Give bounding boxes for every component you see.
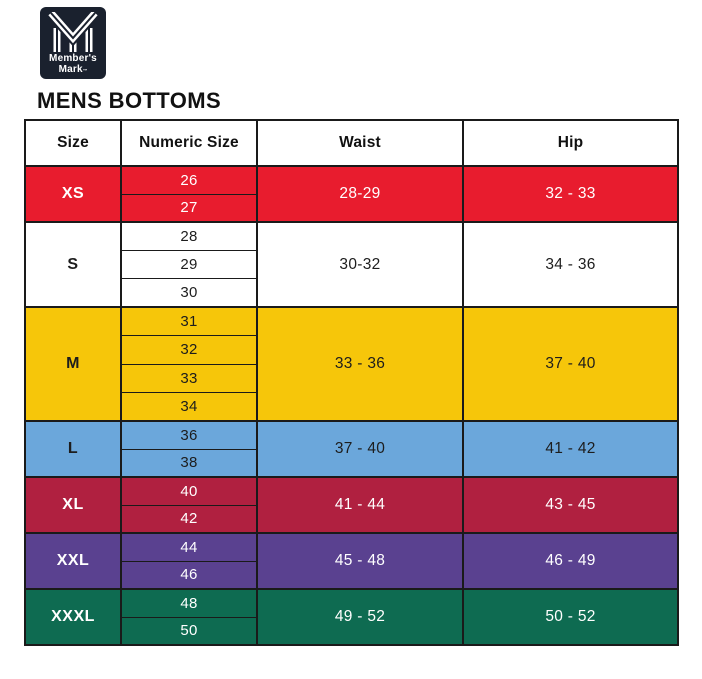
hip-range: 32 - 33 [545, 185, 596, 202]
hip-range: 34 - 36 [545, 255, 596, 273]
header-cell-waist: Waist [258, 121, 464, 165]
logo-line1: Member's [49, 53, 97, 64]
table-row-xs [26, 165, 677, 221]
numeric-size-value: 26 [180, 171, 198, 189]
numeric-size-value: 28 [180, 228, 198, 245]
waist-range: 37 - 40 [258, 422, 464, 476]
logo-wordmark [49, 53, 97, 75]
size-chart-table [24, 119, 679, 646]
size-label: XXXL [26, 590, 122, 644]
waist-range: 33 - 36 [258, 308, 464, 420]
numeric-size-cell [122, 422, 258, 476]
numeric-size-value: 30 [122, 278, 256, 306]
hip-range: 41 - 42 [545, 440, 596, 457]
size-label: S [26, 223, 122, 306]
numeric-size-value: 38 [122, 449, 256, 477]
hip-range: 43 - 45 [545, 496, 596, 513]
waist-range: 30-32 [258, 223, 464, 306]
numeric-size-value: 32 [122, 335, 256, 363]
numeric-size-value: 44 [180, 538, 198, 556]
m-monogram-icon [46, 12, 100, 52]
size-label: M [26, 308, 122, 420]
waist-range: 28-29 [258, 167, 464, 221]
numeric-size-value: 36 [180, 426, 198, 444]
numeric-size-cell [122, 308, 258, 420]
numeric-size-cell [122, 478, 258, 532]
numeric-size-value: 42 [122, 505, 256, 533]
table-row-l [26, 420, 677, 476]
table-row-xl [26, 476, 677, 532]
trademark-symbol: ™ [82, 68, 88, 73]
numeric-size-value: 31 [180, 313, 198, 331]
table-row-s [26, 221, 677, 306]
size-label: XL [26, 478, 122, 532]
header-cell-numeric-size: Numeric Size [122, 121, 258, 165]
size-label: XS [26, 167, 122, 221]
page-title: MENS BOTTOMS [37, 88, 222, 113]
table-header-row [26, 121, 677, 165]
size-label: XXL [26, 534, 122, 588]
members-mark-logo [40, 7, 106, 79]
numeric-size-value: 40 [180, 482, 198, 500]
size-label: L [26, 422, 122, 476]
hip-range: 37 - 40 [545, 355, 596, 372]
hip-range: 50 - 52 [545, 608, 596, 625]
waist-range: 45 - 48 [258, 534, 464, 588]
numeric-size-value: 48 [180, 594, 198, 612]
header-cell-size: Size [26, 121, 122, 165]
numeric-size-value: 46 [122, 561, 256, 589]
hip-range: 46 - 49 [545, 552, 596, 569]
numeric-size-value: 34 [122, 392, 256, 420]
numeric-size-cell [122, 534, 258, 588]
waist-range: 49 - 52 [258, 590, 464, 644]
table-row-m [26, 306, 677, 420]
numeric-size-value: 33 [122, 364, 256, 392]
table-row-xxxl [26, 588, 677, 644]
logo-line2: Mark™ [58, 64, 88, 75]
numeric-size-cell [122, 223, 258, 306]
numeric-size-value: 50 [122, 617, 256, 645]
numeric-size-value: 27 [122, 194, 256, 222]
table-row-xxl [26, 532, 677, 588]
header-cell-hip: Hip [557, 134, 584, 151]
numeric-size-value: 29 [122, 250, 256, 278]
numeric-size-cell [122, 590, 258, 644]
numeric-size-cell [122, 167, 258, 221]
waist-range: 41 - 44 [258, 478, 464, 532]
